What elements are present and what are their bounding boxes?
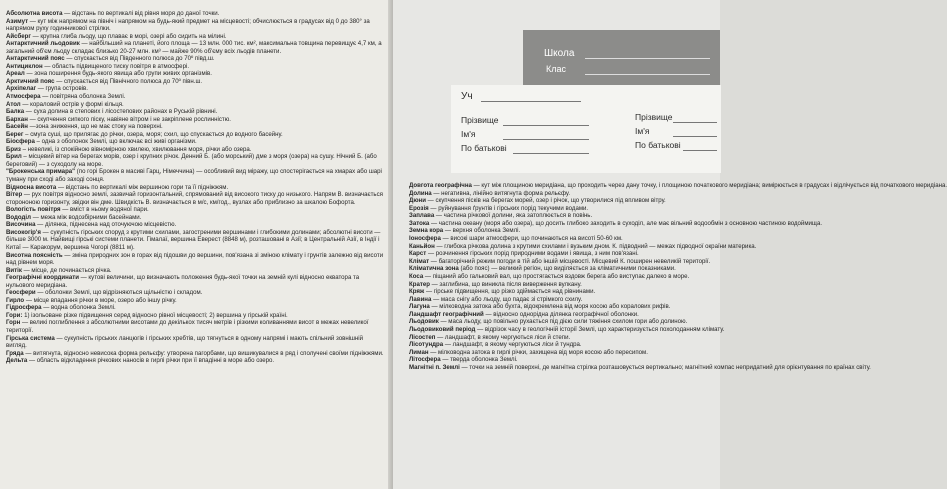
glossary-definition: — крупна глиба льоду, що плаває в морі, озері або сидить на мілині. [30, 32, 227, 40]
glossary-term: Географічні координати [6, 274, 79, 282]
class-label: Клас [546, 64, 566, 74]
glossary-definition: — місце, де починається річка. [21, 266, 112, 274]
name-label-2: Ім'я [635, 126, 650, 136]
glossary-term: Горн [6, 319, 21, 327]
glossary-definition: — кут між напрямом на північ і напрямом на будь-який предмет на місцевості; обчислюється в градусах від 0 до 380° за напрямом руху годинникової стрілки. [6, 17, 370, 33]
glossary-term: Басейн [6, 123, 28, 131]
glossary-term: Брил [6, 153, 22, 161]
glossary-term: Кратер [409, 280, 430, 288]
glossary-term: Атол [6, 100, 21, 108]
glossary-entry [6, 10, 384, 18]
glossary-term: Земна кора [409, 227, 444, 235]
glossary-term: Антициклон [6, 62, 43, 70]
glossary-entry [6, 252, 384, 267]
glossary-entry [409, 219, 823, 228]
glossary-entry [409, 326, 739, 334]
glossary-definition: — ландшафт, в якому чергуються ліси й степи. [435, 333, 571, 341]
glossary-definition: — маса снігу або льоду, що падає зі стрімкого схилу. [431, 295, 583, 303]
glossary-definition: — точки на земній поверхні, де магнітна стрілка розташовується вертикально; магнітний компас непридатний для орієнтування по країнах світу. [459, 363, 871, 371]
glossary-term: Гряда [6, 349, 24, 357]
nameplate-card [451, 85, 721, 173]
glossary-entry [6, 319, 384, 334]
glossary-definition: – смуга суші, що прилягає до річки, озера, моря; схил, що спускається до водного басейну. [23, 130, 283, 138]
glossary-entry [409, 311, 739, 319]
glossary-term: Затока [409, 219, 430, 227]
glossary-definition: 1) ізольоване різке підвищення серед відносно рівної місцевості; 2) вершина у гірській країні. [22, 311, 288, 319]
glossary-definition: — мілководна затока в гирлі річки, захищена від моря косою або пересипом. [428, 348, 648, 356]
glossary-term: Дельта [6, 357, 28, 365]
glossary-term: Довгота географічна [409, 182, 472, 189]
school-label: Школа [544, 48, 575, 59]
glossary-entry [409, 318, 739, 326]
glossary-definition: — ландшафт, в якому чергуються ліси й тундра. [443, 341, 582, 349]
glossary-term: Антарктичний пояс [6, 55, 65, 63]
glossary-term: Кліматична зона [409, 265, 459, 273]
glossary-term: Коса [409, 272, 424, 280]
glossary-term: Лісостеп [409, 333, 436, 341]
glossary-term: Ландшафт географічний [409, 310, 484, 318]
surname-line-2 [673, 122, 717, 123]
glossary-entry [6, 33, 384, 41]
glossary-term: Карст [409, 250, 427, 258]
surname-label-2: Прізвище [635, 112, 673, 122]
glossary-entry [6, 93, 384, 101]
glossary-definition: — піщаний або гальковий вал, що простягається вздовж берега або виступає далеко в море. [423, 272, 690, 280]
glossary-entry [6, 297, 384, 305]
glossary-term: Лавина [409, 295, 432, 303]
glossary-term: Височина [6, 221, 36, 229]
glossary-term: Абсолютна висота [6, 10, 63, 17]
glossary-entry [6, 78, 384, 86]
glossary-definition: — сукупність гірських ланцюгів і гірських хребтів, що тягнуться в одному напрямі і мають спільний зовнішній вигляд. [6, 334, 364, 350]
glossary-entry [6, 335, 384, 350]
glossary-entry [409, 212, 739, 220]
glossary-term: Витік [6, 266, 22, 274]
glossary-entry [409, 205, 739, 213]
glossary-entry [6, 214, 384, 222]
glossary-right [409, 182, 947, 371]
glossary-entry [409, 258, 739, 266]
surname-line [503, 125, 589, 126]
glossary-entry [409, 356, 739, 364]
glossary-term: Балка [6, 108, 25, 116]
glossary-definition: — скупчення пісків на берегах морей, озер і річок, що утворилися під впливом вітру. [425, 197, 666, 205]
glossary-entry [6, 350, 384, 358]
glossary-term: "Брокенська примара" [6, 168, 76, 176]
glossary-term: Гірська система [6, 334, 55, 342]
glossary-definition: – місцевий вітер на берегах морів, озер і крупних річок. Денний Б. (або морський) дме з моря (озера) на сушу. Нічний Б. (або береговий) — з суходолу на море. [6, 153, 377, 168]
right-page [393, 0, 947, 489]
glossary-definition: —зона зниження, що не має стоку на поверхні. [27, 123, 163, 131]
glossary-definition: — кут між площиною меридіана, що проходить через дану точку, і площиною початкового меридіана; вимірюється в градусах і відлічується від початкового меридіана. [471, 182, 947, 189]
glossary-term: Лиман [409, 348, 429, 356]
glossary-entry [409, 182, 947, 190]
glossary-entry [409, 235, 739, 243]
glossary-definition: – невеликі, із спокійною вівномірною хвилею, хвилювання моря, річки або озера. [20, 145, 252, 153]
glossary-entry [409, 190, 739, 198]
glossary-entry [409, 349, 739, 357]
glossary-entry [6, 267, 384, 275]
patronymic-line [513, 153, 589, 154]
glossary-term: Антарктичний льодовик [6, 40, 80, 48]
school-line [585, 58, 710, 59]
glossary-term: Долина [409, 189, 432, 197]
glossary-term: Гирло [6, 296, 25, 304]
glossary-definition: — вміст в ньому водяної пари. [60, 206, 149, 214]
glossary-definition: — відстань по вертикалі між вершиною гори та її підніжжям. [56, 183, 229, 191]
nameplate-card-back [523, 30, 720, 92]
glossary-definition: — повітряна оболонка Землі. [40, 93, 126, 101]
glossary-term: Заплава [409, 212, 435, 220]
glossary-entry [6, 116, 384, 124]
glossary-entry [409, 281, 739, 289]
glossary-definition: — відносно однорідна ділянка географічної оболонки. [483, 310, 639, 318]
glossary-definition: — глибока річкова долина з крутими схилами і вузьким дном. К. підводний — межах підводної окраїни материка. [434, 242, 757, 250]
glossary-term: Бриз [6, 145, 21, 153]
glossary-entry [409, 341, 739, 349]
glossary-definition: — зміна природних зон в горах від підошви до вершини, пов'язана зі зміною клімату і грунтів залежно від висоти над рівнем моря. [6, 251, 384, 267]
glossary-term: Айсберг [6, 32, 31, 40]
glossary-term: Берег [6, 130, 24, 138]
left-page [0, 0, 393, 489]
glossary-term: Ерозія [409, 204, 429, 212]
glossary-definition: — найбільший на планеті, його площа — 13 млн. 000 тис. км², максимальна товщина перевищує 4,7 км, а загальний об'єм льоду складає близько 20-27 млн. км³ — майже 90% об'єму всіх льодів планети. [6, 40, 382, 55]
glossary-term: Азимут [6, 17, 29, 25]
glossary-entry [6, 55, 384, 63]
glossary-entry [409, 265, 739, 273]
glossary-definition: — руйнування ґрунтів і гірських порід текучими водами. [428, 204, 589, 212]
glossary-definition: — частина океану (моря або озера), що досить глибоко заходить в суходіл, але має вільний водообмін з основною частиною водоймища. [429, 219, 823, 227]
glossary-term: Клімат [409, 257, 430, 265]
glossary-term: Льодовиковий період [409, 325, 476, 333]
glossary-definition: — ділянка, піднесена над оточуючою місцевістю. [35, 221, 177, 229]
glossary-term: Біосфера [6, 138, 35, 146]
name-label: Ім'я [461, 129, 476, 139]
glossary-term: Відносна висота [6, 183, 57, 191]
glossary-term: Високогір'я [6, 228, 41, 236]
glossary-term: Кряж [409, 288, 425, 296]
glossary-entry [409, 363, 871, 372]
glossary-definition: — негативна, лінійно витягнута форма рельєфу. [431, 189, 571, 197]
glossary-entry [6, 138, 384, 146]
glossary-term: Атмосфера [6, 93, 41, 101]
glossary-term: Геосфери [6, 289, 36, 297]
glossary-entry [6, 108, 384, 116]
patronymic-label: По батькові [461, 143, 507, 153]
glossary-entry [6, 184, 384, 192]
glossary-definition: — область підвищеного тиску повітря в атмосфері. [42, 62, 190, 70]
glossary-entry [409, 197, 739, 205]
glossary-term: Гідросфера [6, 304, 42, 312]
glossary-term: Дюни [409, 197, 426, 205]
glossary-entry [6, 289, 384, 297]
glossary-entry [6, 146, 384, 154]
glossary-term: Іоносфера [409, 235, 441, 243]
glossary-definition: — маса льоду, що повільно рухається під дією сили тяжіння схилом гори або долиною. [438, 318, 688, 326]
glossary-term: Літосфера [409, 356, 441, 364]
patronymic-line-2 [683, 150, 717, 151]
glossary-definition: — кораловий острів у формі кільця. [20, 100, 124, 108]
glossary-definition: — оболонки Землі, що відрізняються щільністю і складом. [35, 289, 203, 297]
glossary-entry [409, 303, 739, 311]
glossary-entry [6, 206, 384, 214]
glossary-entry [6, 123, 384, 131]
glossary-entry [6, 168, 384, 183]
glossary-entry [6, 312, 384, 320]
glossary-entry [6, 85, 384, 93]
glossary-definition: — витягнута, відносно невисока форма рельєфу: утворена пагорбами, що вишикувалися в ряд і сполучені своїми підніжжями. [23, 349, 384, 357]
glossary-entry [6, 229, 384, 252]
glossary-entry [6, 40, 384, 55]
glossary-definition: (по горі Брокен в масиві Гарц, Німеччина) — особливий вид міражу, що спостерігається на хмарах або шарі туману при сході або заході сонця. [6, 168, 382, 184]
glossary-entry [6, 304, 384, 312]
glossary-definition: — спускається від Північного полюса до 70º півн.ш. [54, 77, 203, 85]
glossary-definition: — відстань по вертикалі від рівня моря до даної точки. [62, 10, 220, 17]
glossary-entry [409, 227, 739, 235]
glossary-term: Архіпелаг [6, 85, 36, 93]
glossary-definition: — зона поширення будь-якого явища або групи живих організмів. [24, 70, 212, 78]
glossary-entry [6, 153, 384, 168]
glossary-term: Льодовик [409, 318, 439, 326]
class-line [585, 74, 710, 75]
name-line [503, 139, 589, 140]
glossary-definition: — високі шари атмосфери, що починаються на висоті 50-60 км. [440, 235, 623, 243]
glossary-definition: — суха долина в степових і лісостепових районах в Руській рівнині. [24, 108, 218, 116]
glossary-definition: — межа між водозбірними басейнами. [31, 213, 142, 221]
glossary-term: Каньйон [409, 242, 435, 250]
name-line-2 [673, 136, 717, 137]
glossary-definition: — відрізок часу в геологічній історії Землі, що характеризується похолоданням клімату. [475, 325, 725, 333]
glossary-entry [6, 131, 384, 139]
glossary-definition: — скупчення сипкого піску, навіяне вітром і не закріплене рослинністю. [27, 115, 231, 123]
glossary-entry [6, 357, 384, 365]
glossary-entry [409, 242, 757, 251]
glossary-entry [409, 296, 739, 304]
glossary-term: Арктичний пояс [6, 77, 55, 85]
glossary-entry [409, 288, 739, 296]
glossary-term: Ареал [6, 70, 25, 78]
glossary-entry [6, 191, 384, 206]
glossary-definition: — великі поглиблення з абсолютними висотами до декількох тисяч метрів і різкими коливаннями висот в межах невеликої території. [6, 319, 369, 334]
glossary-definition: — гірське підвищення, що різко здіймається над рівнинами. [424, 288, 596, 296]
glossary-definition: — верхня оболонка Землі. [443, 227, 521, 235]
glossary-definition: — місце впадання річки в море, озеро або іншу річку. [24, 296, 177, 304]
glossary-definition: — частина річкової долини, яка затоплюється в повінь. [434, 212, 593, 220]
glossary-term: Лісотундра [409, 341, 444, 349]
glossary-definition: — кутові величини, що визначають положення будь-якої точки на земній кулі відносно екватора та нульового меридіана. [6, 274, 360, 289]
glossary-entry [6, 18, 384, 33]
glossary-definition: — область відкладення річкових наносів в гирлі річки при її впадінні в море або озеро. [27, 357, 275, 365]
glossary-definition: — водна оболонка Землі. [41, 304, 116, 312]
glossary-definition: — спускається від Південного полюса до 70º півд.ш. [64, 55, 215, 63]
glossary-entry [409, 273, 739, 281]
glossary-term: Вологість повітря [6, 206, 61, 214]
glossary-definition: — розчинення гірських порід природними водами і явища, з ним пов'язані. [426, 250, 639, 258]
glossary-term: Бархан [6, 115, 28, 123]
glossary-definition: – одна з оболонок Землі, що включає всі живі організми. [34, 138, 197, 146]
glossary-entry [6, 101, 384, 109]
uch-line [481, 101, 581, 102]
glossary-term: Вітер [6, 191, 23, 199]
glossary-definition: — група островів. [36, 85, 88, 93]
glossary-term: Висотна поясність [6, 251, 63, 259]
glossary-definition: — заглибина, що виникла після виверження вулкану. [429, 280, 582, 288]
patronymic-label-2: По батькові [635, 140, 681, 150]
glossary-definition: — мілководна затока або бухта, відокремлена від моря косою або коралових рифів. [429, 303, 671, 311]
glossary-entry [6, 70, 384, 78]
glossary-term: Вододіл [6, 213, 31, 221]
glossary-entry [409, 334, 739, 342]
glossary-definition: — тверда оболонка Землі. [440, 356, 518, 364]
uch-label: Уч [461, 91, 473, 102]
glossary-definition: — рух повітря відносно землі, зазвичай горизонтальний, спрямований від високого тиску до низького. Напрям В. визначається сторононою горизонту, звідки він дме. Швидкість В. визначається в м/с, км/год., вузлах або приблизно за шкалою Бофорта. [6, 191, 383, 206]
glossary-left [6, 10, 384, 365]
glossary-entry [6, 221, 384, 229]
glossary-definition: — багаторічний режим погоди в тій або іншій місцевості. Місцевий К. поширен невеликій території. [429, 257, 711, 265]
glossary-term: Лагуна [409, 303, 430, 311]
glossary-entry [6, 274, 384, 289]
glossary-entry [6, 63, 384, 71]
glossary-definition: — сукупність гірських споруд з крутими схилами, загостреними вершинами і глибокими долинами; абсолютні висоти — більше 3000 м. Найвищі гірські системи планети. Гімалаї, вершина Еверест (8848 м), розташовані в Азії; в Центральній Азії, в Індії і Китаї — Каракорум, вершина Чогорі (8811 м). [6, 228, 381, 251]
glossary-definition: (або пояс) — великий регіон, що виділяється за кліматичними показниками. [458, 265, 676, 273]
glossary-term: Магнітні п. Землі [409, 363, 460, 371]
glossary-entry [409, 250, 739, 258]
surname-label: Прізвище [461, 115, 499, 125]
glossary-term: Гори: [6, 311, 23, 319]
